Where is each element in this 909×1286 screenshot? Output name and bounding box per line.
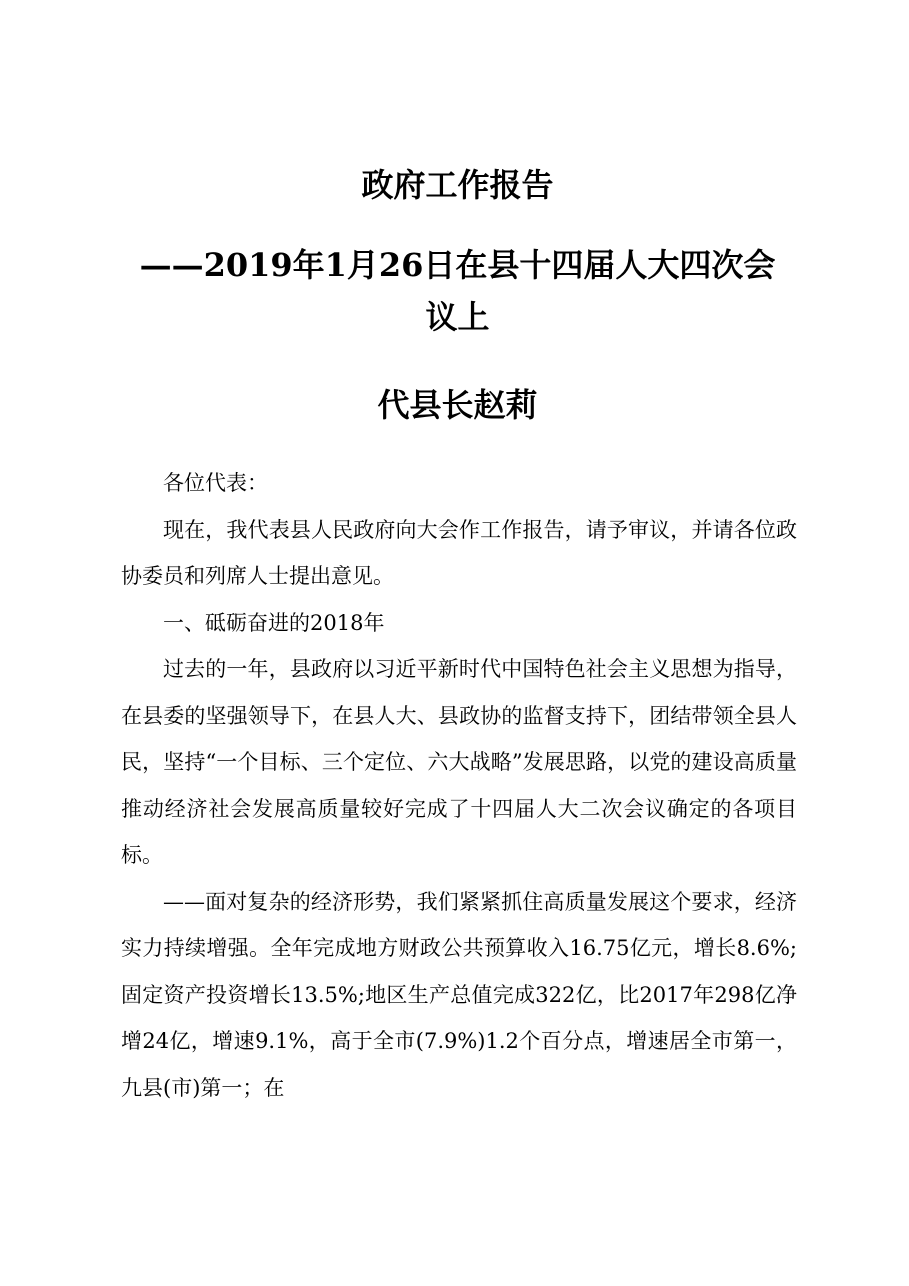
document-body xyxy=(121,460,797,1111)
section-heading-2018: 一、砥砺奋进的2018年 xyxy=(163,610,385,635)
document-subtitle-line-2: 议上 xyxy=(425,298,490,336)
economy-paragraph: ——面对复杂的经济形势，我们紧紧抓住高质量发展这个要求，经济实力持续增强。全年完成地方财政公共预算收入16.75亿元，增长8.6%;固定资产投资增长13.5%;地区生产总值完成322亿，比2017年298亿净增24亿，增速9.1%，高于全市(7.9%)1.2个百分点，增速居全市第一，九县(市)第一；在 xyxy=(121,889,797,1100)
salutation-paragraph: 各位代表： xyxy=(163,471,268,495)
document-title: 政府工作报告 xyxy=(361,166,554,204)
document-subtitle-line-1: ——2019年1月26日在县十四届人大四次会 xyxy=(139,246,776,284)
review-paragraph: 过去的一年，县政府以习近平新时代中国特色社会主义思想为指导，在县委的坚强领导下，在县人大、县政协的监督支持下，团结带领全县人民，坚持“一个目标、三个定位、六大战略”发展思路，以党的建设高质量推动经济社会发展高质量较好完成了十四届人大二次会议确定的各项目标。 xyxy=(121,657,797,867)
document-author: 代县长赵莉 xyxy=(377,386,538,424)
intro-paragraph: 现在，我代表县人民政府向大会作工作报告，请予审议，并请各位政协委员和列席人士提出意见。 xyxy=(121,517,797,588)
